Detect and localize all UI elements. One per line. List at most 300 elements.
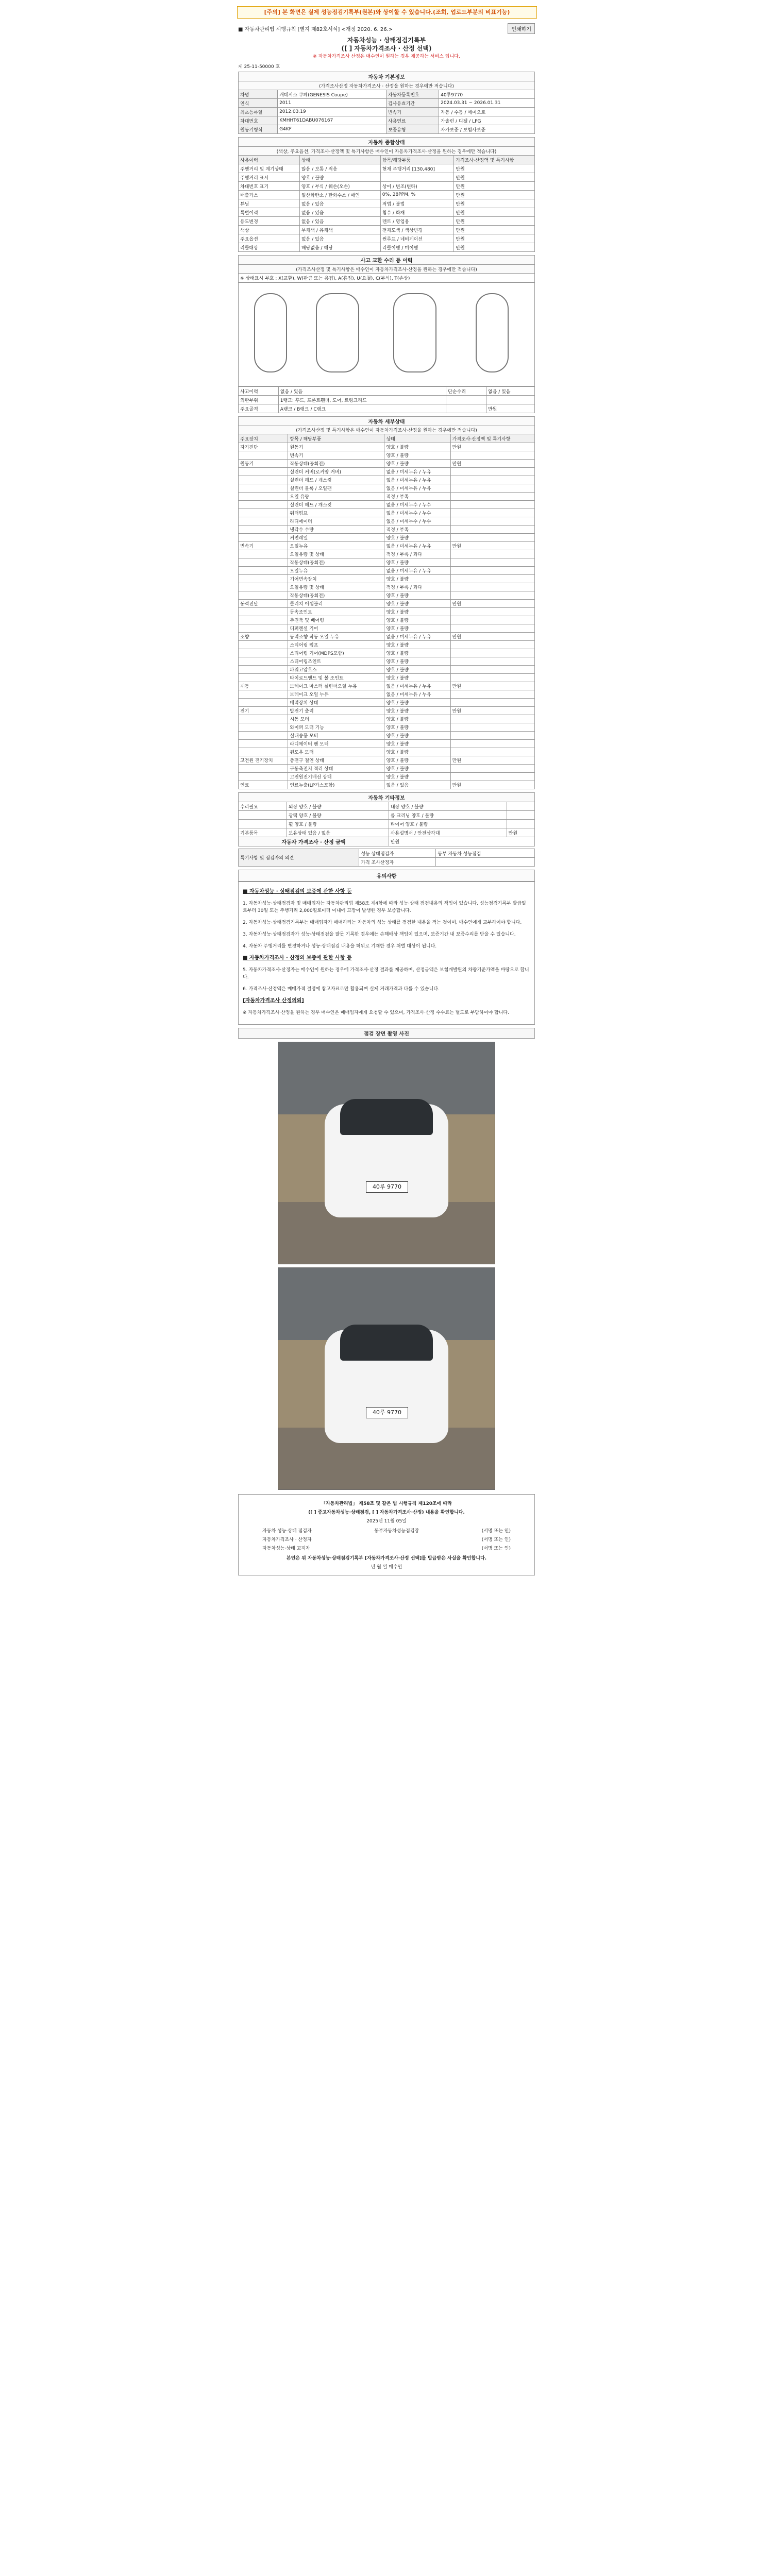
- title-line-2: ([ ] 자동차가격조사 · 산정 선택): [341, 45, 432, 52]
- signature-row: [242, 1526, 531, 1535]
- table-cell: [450, 740, 534, 748]
- table-row: [239, 608, 535, 616]
- table-row: [239, 649, 535, 657]
- field-value: 자가보증 / 보험사보증: [439, 125, 535, 134]
- table-cell: 만원: [450, 460, 534, 468]
- table-row: [239, 781, 535, 789]
- table-cell: 오일누유: [288, 542, 384, 550]
- table-row: [239, 404, 535, 413]
- accident-history-table: [238, 255, 535, 282]
- table-cell: [450, 567, 534, 575]
- table-cell: 없음 / 있음: [299, 208, 380, 217]
- table-row: [239, 125, 535, 134]
- field-value: 2012.03.19: [278, 108, 386, 116]
- detail-note: (가격조사산정 및 특기사항은 매수인이 자동차가격조사·산정을 원하는 경우에만 적습니다): [239, 426, 535, 434]
- table-row: [239, 534, 535, 542]
- table-cell: 양호 / 불량: [384, 732, 450, 740]
- table-cell: 색상: [239, 226, 300, 234]
- table-cell: A랭크 / B랭크 / C랭크: [278, 404, 446, 413]
- notes-header: 유의사항: [238, 870, 535, 882]
- signer-role: 자동차성능·상태 고지자: [262, 1546, 310, 1551]
- table-cell: 디퍼렌셜 기어: [288, 624, 384, 633]
- table-cell: 없음 / 미세누유 / 누유: [384, 633, 450, 641]
- table-cell: 많음 / 보통 / 적음: [299, 164, 380, 173]
- basic-info-header: 자동차 기본정보: [239, 72, 535, 81]
- column-header: 사용이력: [239, 156, 300, 164]
- table-row: [239, 666, 535, 674]
- car-side-left-icon: [254, 293, 287, 372]
- table-cell: 제동: [239, 682, 288, 690]
- table-cell: 룸 크리닝 양호 / 불량: [389, 811, 507, 820]
- table-cell: 전체도색 / 색상변경: [380, 226, 454, 234]
- appraiser-role: 가격 조사산정자: [359, 858, 436, 867]
- table-cell: 만원: [454, 164, 535, 173]
- column-header: 가격조사·산정액 및 특기사항: [454, 156, 535, 164]
- table-row: [239, 748, 535, 756]
- table-cell: 없음 / 있음: [299, 199, 380, 208]
- table-cell: [450, 624, 534, 633]
- table-cell: 상이 / 변조(변타): [380, 182, 454, 191]
- table-cell: 리콜대상: [239, 243, 300, 252]
- table-cell: 만원: [450, 600, 534, 608]
- photos-header: 점검 장면 촬영 사진: [238, 1028, 535, 1039]
- table-cell: 기어변속장치: [288, 575, 384, 583]
- notes-heading-2: ■ 자동차가격조사 · 산정의 보증에 관한 사항 등: [243, 955, 352, 961]
- table-cell: 자기진단: [239, 443, 288, 451]
- table-row: [239, 191, 535, 199]
- table-cell: 실내송풍 모터: [288, 732, 384, 740]
- table-cell: [239, 649, 288, 657]
- inspector-label: 특기사항 및 점검자의 의견: [239, 849, 359, 867]
- table-row: [239, 443, 535, 451]
- table-cell: 양호 / 불량: [384, 773, 450, 781]
- license-plate: 40루 9770: [366, 1407, 408, 1418]
- table-cell: 타이로드엔드 및 볼 조인트: [288, 674, 384, 682]
- table-cell: 없음 / 미세누수 / 누수: [384, 501, 450, 509]
- table-cell: 만원: [454, 234, 535, 243]
- table-row: [239, 657, 535, 666]
- column-header: 주요장치: [239, 434, 288, 443]
- notes-paragraph: ※ 자동차가격조사·산정을 원하는 경우 매수인은 매매업자에게 요청할 수 있으며, 가격조사·산정 수수료는 별도로 부담하여야 합니다.: [243, 1010, 509, 1015]
- table-cell: 전기: [239, 707, 288, 715]
- table-row: [239, 116, 535, 125]
- signer-role: 자동차가격조사 · 산정자: [262, 1537, 312, 1543]
- table-cell: 없음 / 미세누유 / 누유: [384, 567, 450, 575]
- table-cell: [239, 765, 288, 773]
- table-row: [239, 460, 535, 468]
- table-cell: 만원: [454, 182, 535, 191]
- table-cell: [239, 493, 288, 501]
- inspector-role: 성능 상태점검자: [359, 849, 436, 858]
- table-cell: 양호 / 불량: [384, 649, 450, 657]
- table-cell: [239, 811, 287, 820]
- column-header: 상태: [384, 434, 450, 443]
- field-value: 가솔린 / 디젤 / LPG: [439, 116, 535, 125]
- table-row: [239, 550, 535, 558]
- table-row: [239, 828, 535, 837]
- table-cell: [239, 748, 288, 756]
- signer-role: 자동차 성능·상태 점검자: [262, 1529, 312, 1534]
- detail-header: 자동차 세부상태: [239, 417, 535, 426]
- table-cell: [450, 534, 534, 542]
- table-row: [239, 616, 535, 624]
- table-cell: [450, 690, 534, 699]
- table-cell: [450, 526, 534, 534]
- table-cell: 오일유량 및 상태: [288, 583, 384, 591]
- table-cell: [239, 517, 288, 526]
- table-row: [239, 90, 535, 99]
- notes-paragraph: 4. 자동차 주행거리를 변경하거나 성능·상태점검 내용을 허위로 기재한 경우 처벌 대상이 됩니다.: [243, 944, 437, 949]
- table-cell: 양호 / 불량: [384, 699, 450, 707]
- table-cell: 양호 / 불량: [384, 624, 450, 633]
- car-side-right-icon: [476, 293, 509, 372]
- table-cell: 변속기: [239, 542, 288, 550]
- table-cell: [239, 583, 288, 591]
- table-cell: 양호 / 불량: [384, 600, 450, 608]
- table-cell: [239, 624, 288, 633]
- table-cell: 일산화탄소 / 탄화수소 / 매연: [299, 191, 380, 199]
- print-button[interactable]: 인쇄하기: [508, 23, 535, 34]
- table-cell: 용도변경: [239, 217, 300, 226]
- table-cell: [507, 811, 534, 820]
- table-row: [239, 234, 535, 243]
- accident-legend: ※ 상태표시 부호 : X(교환), W(판금 또는 용접), A(흠집), U(요철), C(부식), T(손상): [239, 274, 535, 282]
- table-cell: 현재 주행거리 [130,480]: [380, 164, 454, 173]
- table-cell: [450, 674, 534, 682]
- table-cell: [239, 773, 288, 781]
- table-row: [239, 493, 535, 501]
- table-cell: 작동상태(공회전): [288, 558, 384, 567]
- table-row: [239, 182, 535, 191]
- status-header: 자동차 종합상태: [239, 138, 535, 147]
- confirmation-section: [238, 1494, 535, 1575]
- confirmation-date: 2025년 11월 05일: [366, 1519, 407, 1524]
- table-cell: 양호 / 불량: [384, 558, 450, 567]
- field-value: KMHHT61DABU076167: [278, 116, 386, 125]
- price-label: 자동차 가격조사 · 산정 금액: [239, 837, 389, 846]
- table-row: [239, 173, 535, 182]
- table-cell: 만원: [450, 443, 534, 451]
- notes-heading-3: [자동차가격조사 산정의뢰]: [243, 998, 304, 1004]
- table-cell: [239, 526, 288, 534]
- table-row: [239, 199, 535, 208]
- table-cell: [450, 484, 534, 493]
- table-cell: 적정 / 부족: [384, 493, 450, 501]
- table-cell: [450, 558, 534, 567]
- license-plate: 40루 9770: [366, 1181, 408, 1193]
- table-cell: [446, 404, 486, 413]
- table-row: [239, 226, 535, 234]
- table-cell: 만원: [454, 173, 535, 182]
- table-cell: [450, 550, 534, 558]
- column-header: 항목/해당부품: [380, 156, 454, 164]
- table-cell: [450, 715, 534, 723]
- table-cell: 등속조인트: [288, 608, 384, 616]
- table-cell: 연료: [239, 781, 288, 789]
- table-row: [239, 243, 535, 252]
- table-cell: 만원: [454, 208, 535, 217]
- car-windshield-shape: [340, 1099, 433, 1135]
- inspection-photo-front: [278, 1042, 495, 1264]
- table-row: [239, 732, 535, 740]
- table-cell: 라디에이터: [288, 517, 384, 526]
- table-cell: 만원: [454, 191, 535, 199]
- table-row: [239, 208, 535, 217]
- table-cell: 조향: [239, 633, 288, 641]
- table-cell: 양호 / 불량: [384, 756, 450, 765]
- notes-body: [238, 882, 535, 1025]
- field-value: 캐데시스 쿠페(GENESIS Coupe): [278, 90, 386, 99]
- inspector-name: 동부 자동차 성능점검: [436, 849, 535, 858]
- table-cell: 작동상태(공회전): [288, 460, 384, 468]
- table-row: [239, 740, 535, 748]
- table-row: [239, 624, 535, 633]
- table-cell: [239, 550, 288, 558]
- table-row: [239, 811, 535, 820]
- table-cell: 없음 / 미세누유 / 누유: [384, 484, 450, 493]
- table-row: [239, 583, 535, 591]
- table-row: [239, 509, 535, 517]
- field-value: 2024.03.31 ~ 2026.01.31: [439, 99, 535, 108]
- table-cell: [239, 699, 288, 707]
- table-cell: [450, 657, 534, 666]
- table-cell: 없음 / 있음: [486, 387, 534, 396]
- field-label: 변속기: [386, 108, 439, 116]
- table-cell: 해당없음 / 해당: [299, 243, 380, 252]
- table-cell: 만원: [454, 243, 535, 252]
- table-cell: 양호 / 불량: [299, 173, 380, 182]
- table-cell: 없음 / 미세누유 / 누유: [384, 690, 450, 699]
- table-row: [239, 641, 535, 649]
- confirmation-intro: 「자동차관리법」 제58조 및 같은 법 시행규칙 제120조에 따라: [321, 1501, 452, 1506]
- table-cell: [239, 476, 288, 484]
- table-row: [239, 575, 535, 583]
- table-cell: 양호 / 불량: [384, 715, 450, 723]
- column-header: 항목 / 해당부품: [288, 434, 384, 443]
- table-cell: 없음 / 있음: [299, 234, 380, 243]
- field-label: 최초등록일: [239, 108, 278, 116]
- table-row: [239, 820, 535, 828]
- table-row: [239, 501, 535, 509]
- table-cell: 클러치 어셈블리: [288, 600, 384, 608]
- table-cell: 스티어링 기어(MDPS포함): [288, 649, 384, 657]
- table-cell: 변속기: [288, 451, 384, 460]
- accident-rows-table: [238, 386, 535, 413]
- table-cell: [450, 666, 534, 674]
- table-cell: 주행거리 및 계기상태: [239, 164, 300, 173]
- table-cell: 양호 / 불량: [384, 641, 450, 649]
- column-header: 상태: [299, 156, 380, 164]
- table-cell: 양호 / 불량: [384, 608, 450, 616]
- table-cell: 주요옵션: [239, 234, 300, 243]
- signer-mark: (서명 또는 인): [481, 1529, 511, 1534]
- table-cell: 양호 / 불량: [384, 534, 450, 542]
- table-cell: 파워고압호스: [288, 666, 384, 674]
- table-row: [239, 476, 535, 484]
- table-cell: 양호 / 불량: [384, 591, 450, 600]
- table-row: [239, 517, 535, 526]
- table-cell: 오일유량 및 상태: [288, 550, 384, 558]
- car-windshield-shape: [340, 1325, 433, 1361]
- table-cell: 만원: [450, 682, 534, 690]
- table-cell: 적정 / 부족 / 과다: [384, 550, 450, 558]
- table-cell: [239, 591, 288, 600]
- status-note: (색상, 주요옵션, 가격조사·산정액 및 특기사항은 매수인이 자동차가격조사·산정을 원하는 경우에만 적습니다): [239, 147, 535, 156]
- table-cell: 실린더 헤드 / 개스킷: [288, 501, 384, 509]
- document-title: [238, 36, 535, 61]
- table-cell: 고전원전기배선 상태: [288, 773, 384, 781]
- car-top-icon: [316, 293, 359, 372]
- table-cell: 만원: [450, 781, 534, 789]
- table-row: [239, 723, 535, 732]
- car-frame-icon: [393, 293, 436, 372]
- table-cell: 실린더 헤드 / 개스킷: [288, 476, 384, 484]
- top-bar: [238, 23, 535, 34]
- table-row: [239, 715, 535, 723]
- table-cell: 1랭크: 후드, 프론트휀더, 도어, 트렁크리드: [278, 396, 446, 404]
- table-cell: 원동기: [288, 443, 384, 451]
- table-cell: 브레이크 마스터 실린더오일 누유: [288, 682, 384, 690]
- table-cell: [239, 484, 288, 493]
- table-cell: [450, 509, 534, 517]
- table-row: [239, 484, 535, 493]
- table-cell: 무채색 / 유채색: [299, 226, 380, 234]
- table-cell: 타이어 양호 / 불량: [389, 820, 507, 828]
- table-cell: [450, 591, 534, 600]
- table-cell: 없음 / 미세누유 / 누유: [384, 468, 450, 476]
- table-cell: 연료누출(LP가스포함): [288, 781, 384, 789]
- table-cell: 양호 / 불량: [384, 765, 450, 773]
- table-cell: 발전기 출력: [288, 707, 384, 715]
- table-cell: 없음 / 미세누유 / 누유: [384, 542, 450, 550]
- confirmation-intro-2: ([ ] 중고자동차성능·상태점검, [ ] 자동차가격조사·산정) 내용을 확인합니다.: [308, 1510, 465, 1515]
- table-cell: [450, 451, 534, 460]
- table-cell: [239, 666, 288, 674]
- table-cell: 배출가스: [239, 191, 300, 199]
- warning-notice: [주의] 본 화면은 실제 성능점검기록부(원본)와 상이할 수 있습니다.(조회, 업로드부분의 비표기능): [237, 6, 537, 19]
- table-cell: 오일누유: [288, 567, 384, 575]
- accident-note: (가격조사산정 및 특기사항은 매수인이 자동차가격조사·산정을 원하는 경우에만 적습니다): [239, 265, 535, 274]
- table-cell: 광택 양호 / 불량: [287, 811, 389, 820]
- table-cell: [239, 657, 288, 666]
- table-cell: [450, 748, 534, 756]
- table-cell: 양호 / 불량: [384, 451, 450, 460]
- field-label: 차명: [239, 90, 278, 99]
- table-cell: [486, 396, 534, 404]
- table-cell: 적정 / 부족 / 과다: [384, 583, 450, 591]
- table-cell: 수리필요: [239, 802, 287, 811]
- table-cell: 브레이크 오일 누유: [288, 690, 384, 699]
- form-reference: ■ 자동차관리법 시행규칙 [별지 제82호서식] <개정 2020. 6. 26.>: [238, 26, 393, 32]
- table-cell: 차대번호 표기: [239, 182, 300, 191]
- table-cell: 양호 / 불량: [384, 443, 450, 451]
- overall-status-table: [238, 137, 535, 252]
- table-cell: [239, 451, 288, 460]
- accident-header: 사고 교환 수리 등 이력: [239, 256, 535, 265]
- table-cell: 동력전달: [239, 600, 288, 608]
- table-cell: [239, 509, 288, 517]
- table-cell: 양호 / 불량: [384, 657, 450, 666]
- table-cell: 외판부위: [239, 396, 279, 404]
- table-cell: 양호 / 부식 / 훼손(오손): [299, 182, 380, 191]
- table-cell: [239, 723, 288, 732]
- table-row: [239, 542, 535, 550]
- table-cell: [450, 517, 534, 526]
- price-value: 만원: [389, 837, 534, 846]
- table-cell: [380, 173, 454, 182]
- table-cell: 양호 / 불량: [384, 723, 450, 732]
- field-label: 자동차등록번호: [386, 90, 439, 99]
- table-cell: [239, 740, 288, 748]
- table-cell: [239, 674, 288, 682]
- table-cell: [450, 575, 534, 583]
- field-value: 2011: [278, 99, 386, 108]
- table-cell: 적정 / 부족: [384, 526, 450, 534]
- table-cell: 만원: [450, 633, 534, 641]
- table-cell: [450, 476, 534, 484]
- table-cell: [450, 732, 534, 740]
- table-row: [239, 451, 535, 460]
- table-cell: 양호 / 불량: [384, 707, 450, 715]
- table-cell: 없음 / 미세누수 / 누수: [384, 517, 450, 526]
- table-cell: [450, 641, 534, 649]
- table-cell: 작동상태(공회전): [288, 591, 384, 600]
- table-cell: 배력장치 상태: [288, 699, 384, 707]
- signer-mark: (서명 또는 인): [481, 1546, 511, 1551]
- title-line-1: 자동차성능 · 상태점검기록부: [347, 37, 426, 44]
- table-cell: 사고이력: [239, 387, 279, 396]
- table-cell: 만원: [450, 756, 534, 765]
- table-cell: 단순수리: [446, 387, 486, 396]
- table-row: [239, 765, 535, 773]
- table-cell: [239, 715, 288, 723]
- signature-row: [242, 1544, 531, 1552]
- table-cell: 냉각수 수량: [288, 526, 384, 534]
- table-row: [239, 567, 535, 575]
- table-cell: 만원: [486, 404, 534, 413]
- table-cell: [450, 723, 534, 732]
- table-cell: 특별이력: [239, 208, 300, 217]
- table-cell: 양호 / 불량: [384, 740, 450, 748]
- notes-paragraph: 2. 자동차성능·상태점검기록부는 매매업자가 매매하려는 자동차의 성능 상태를 점검한 내용을 적는 것이며, 매수인에게 교부하여야 합니다.: [243, 920, 522, 925]
- table-cell: [450, 493, 534, 501]
- field-label: 원동기형식: [239, 125, 278, 134]
- table-cell: 사용설명서 / 안전삼각대: [389, 828, 507, 837]
- table-cell: [446, 396, 486, 404]
- table-row: [239, 217, 535, 226]
- table-cell: 리콜이행 / 미이행: [380, 243, 454, 252]
- table-cell: 오일 유량: [288, 493, 384, 501]
- table-cell: 주요골격: [239, 404, 279, 413]
- table-cell: [239, 641, 288, 649]
- table-row: [239, 396, 535, 404]
- notes-paragraph: 5. 자동차가격조사·산정자는 매수인이 원하는 경우에 가격조사·산정 결과를 제공하며, 산정금액은 보험개발원의 차량기준가액을 바탕으로 합니다.: [243, 968, 529, 980]
- other-header: 자동차 기타정보: [239, 793, 535, 802]
- table-cell: 양호 / 불량: [384, 748, 450, 756]
- table-cell: [507, 802, 534, 811]
- title-warning: ※ 자동차가격조사 산정은 매수인이 원하는 경우 제공하는 서비스 입니다.: [313, 54, 460, 59]
- field-label: 연식: [239, 99, 278, 108]
- table-row: [239, 468, 535, 476]
- table-cell: [450, 501, 534, 509]
- table-cell: [450, 583, 534, 591]
- document-number: 제 25-11-50000 호: [238, 64, 280, 70]
- table-cell: 없음 / 있음: [299, 217, 380, 226]
- table-row: [239, 802, 535, 811]
- table-cell: 없음 / 미세누유 / 누유: [384, 476, 450, 484]
- table-cell: 보유상태 있음 / 없음: [287, 828, 389, 837]
- table-cell: 침수 / 화재: [380, 208, 454, 217]
